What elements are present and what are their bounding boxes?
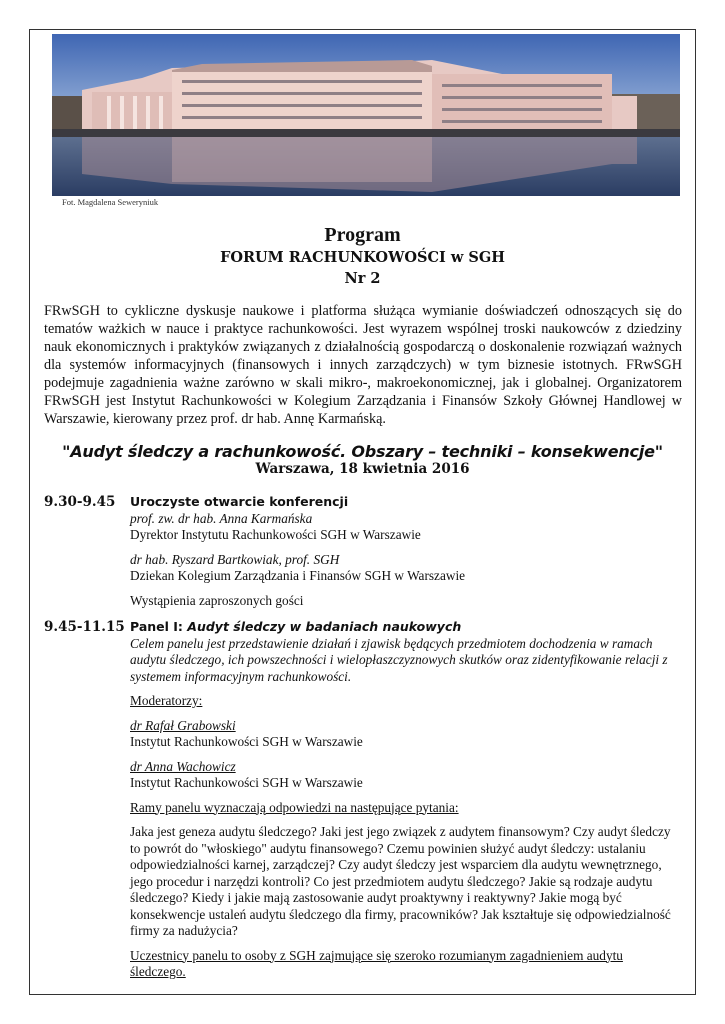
moderators-label: Moderatorzy: bbox=[130, 693, 203, 708]
building-photo-icon bbox=[52, 34, 680, 196]
moderator-2-affiliation: Instytut Rachunkowości SGH w Warszawie bbox=[130, 775, 363, 790]
session-1 bbox=[130, 494, 680, 609]
conference-date: Warszawa, 18 kwietnia 2016 bbox=[255, 461, 470, 477]
session-2 bbox=[130, 619, 680, 981]
participants-paragraph: Uczestnicy panelu to osoby z SGH zajmujące się szeroko rozumianym zagadnieniem audytu śledczego. bbox=[130, 947, 623, 979]
questions-label: Ramy panelu wyznaczają odpowiedzi na następujące pytania: bbox=[130, 799, 459, 815]
building-photo bbox=[52, 34, 680, 196]
panel-description: Celem panelu jest przedstawienie działań i zjawisk będących przedmiotem dochodzenia w ramach audytu śledczego, ich powszechności i wielopłaszczyznowych skutków oraz zidentyfikowanie relacji z systemem informacyjnym rachunkowości. bbox=[130, 635, 668, 684]
page-title: Program bbox=[324, 224, 401, 246]
panel-heading bbox=[130, 619, 680, 636]
intro-paragraph: FRwSGH to cykliczne dyskusje naukowe i platforma służąca wymianie doświadczeń odnoszących się do tematów ważkich w nauce i praktyce rachunkowości. Jest wyrazem wspólnej troski naukowców z dziedziny nauk ekonomicznych i praktyków związanych z działalnością gospodarczą o doskonalenie rozwiązań ważnych dla systemów informacyjnych (finansowych i innych zarządczych) w tym biznesie istotnych. FRwSGH podejmuje zagadnienia ważne zarówno w skali mikro-, makroekonomicznej, jak i globalnej. Organizatorem FRwSGH jest Instytut Rachunkowości w Kolegium Zarządzania i Finansów Szkoły Głównej Handlowej w Warszawie, kierowany przez prof. dr hab. Annę Karmańską. bbox=[44, 303, 682, 427]
conference-title: "Audyt śledczy a rachunkowość. Obszary – techniki – konsekwencje" bbox=[62, 442, 663, 461]
guests-note: Wystąpienia zaproszonych gości bbox=[130, 592, 304, 608]
speaker-2-name: dr hab. Ryszard Bartkowiak, prof. SGH bbox=[130, 551, 340, 567]
speaker-1-role: Dyrektor Instytutu Rachunkowości SGH w Warszawie bbox=[130, 527, 421, 542]
photo-credit: Fot. Magdalena Seweryniuk bbox=[62, 197, 159, 207]
moderator-2-name: dr Anna Wachowicz bbox=[130, 758, 236, 774]
speaker-2-role: Dziekan Kolegium Zarządzania i Finansów SGH w Warszawie bbox=[130, 568, 466, 583]
moderator-1-affiliation: Instytut Rachunkowości SGH w Warszawie bbox=[130, 734, 363, 749]
panel-title: Audyt śledczy w badaniach naukowych bbox=[187, 619, 462, 634]
speaker-1-name: prof. zw. dr hab. Anna Karmańska bbox=[130, 510, 313, 526]
moderator-1-name: dr Rafał Grabowski bbox=[130, 717, 236, 733]
questions-paragraph: Jaka jest geneza audytu śledczego? Jaki jest jego związek z audytem finansowym? Czy audyt śledczy to powrót do "włoskiego" audytu finansowego? Czemu powinien służyć audyt śledczy: ustalaniu odpowiedzialności karnej, zarządczej? Czy audyt śledczy jest wsparciem dla audytu wewnętrznego, jego procedur i narzędzi kontroli? Co jest przedmiotem audytu śledczego? Jakie są rodzaje audytu śledczego? Kiedy i jakie mają zastosowanie audyt proaktywny i reaktywny? Jakie mogą być konsekwencje ustaleń audytu śledczego dla firmy, pracowników? Jak kształtuje się odpowiedzialność firmy za nadużycia? bbox=[130, 824, 671, 938]
session-1-heading: Uroczyste otwarcie konferencji bbox=[130, 494, 349, 509]
forum-number: Nr 2 bbox=[344, 270, 381, 287]
forum-name: FORUM RACHUNKOWOŚCI w SGH bbox=[220, 249, 505, 266]
panel-prefix: Panel I: bbox=[130, 619, 188, 634]
session-1-time: 9.30-9.45 bbox=[44, 494, 116, 510]
session-2-time: 9.45-11.15 bbox=[44, 619, 125, 635]
